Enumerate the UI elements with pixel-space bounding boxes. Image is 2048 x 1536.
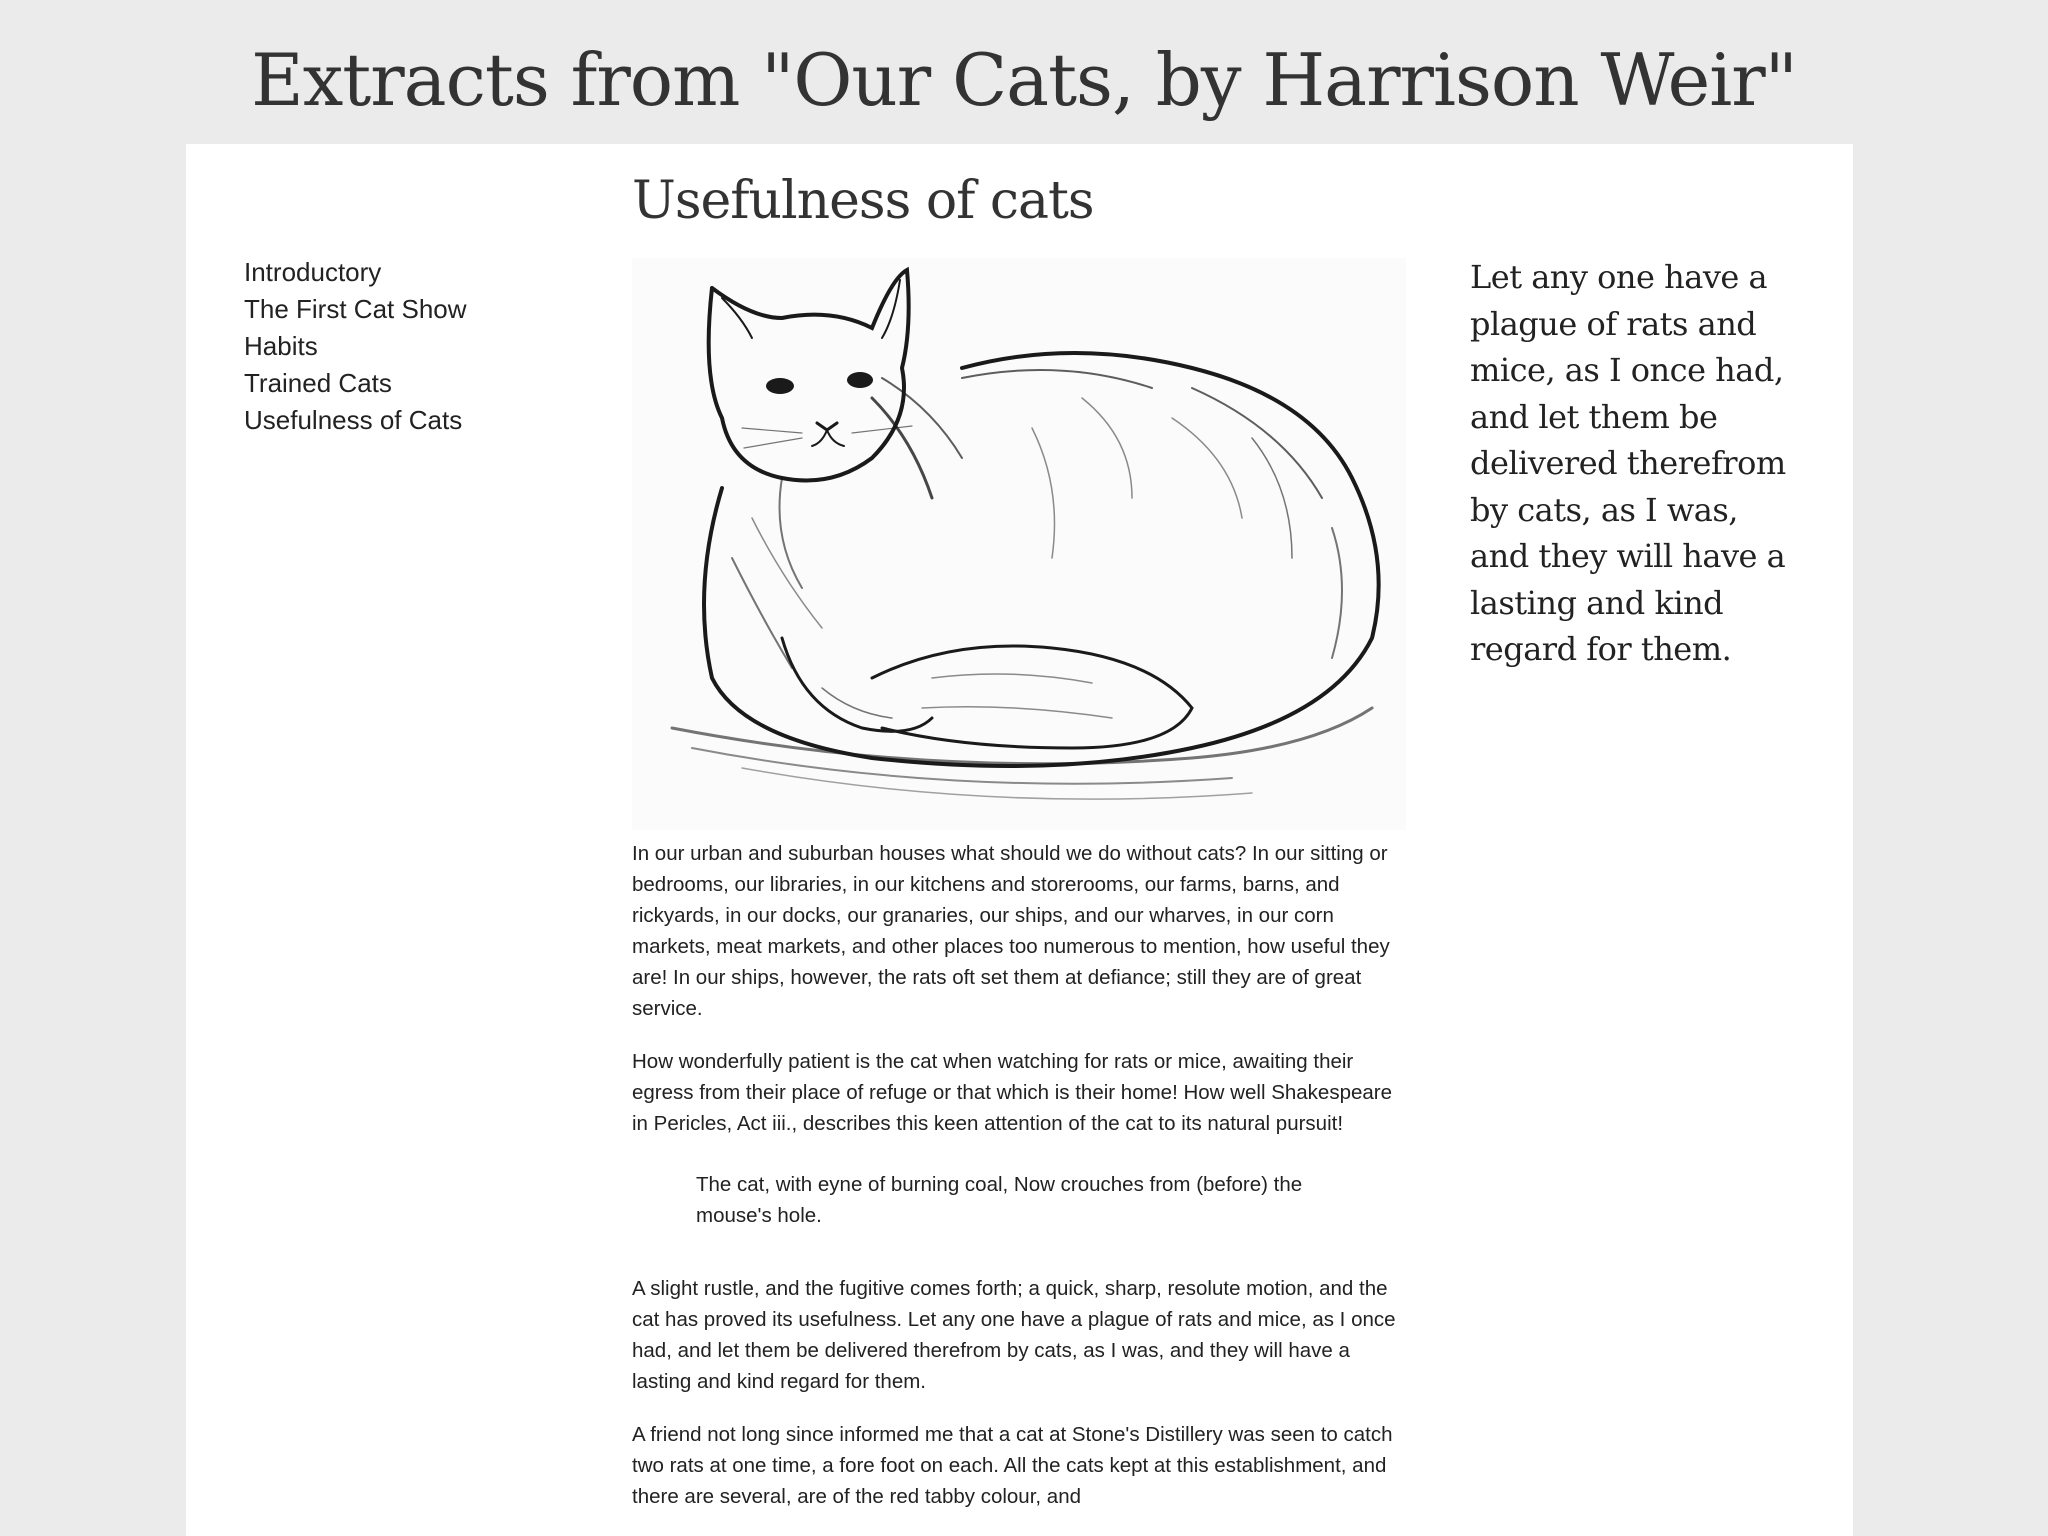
nav-item-usefulness-of-cats[interactable]: Usefulness of Cats (244, 405, 463, 435)
nav-item-trained-cats[interactable]: Trained Cats (244, 368, 392, 398)
cat-illustration (632, 258, 1406, 830)
article-paragraph-3: A slight rustle, and the fugitive comes forth; a quick, sharp, resolute motion, and the cat has proved its usefulness. Let any one have a plague of rats and mice, as I once had, and let them be delivered therefrom by cats, as I was, and they will have a lasting and kind regard for them. (632, 1277, 1396, 1393)
article-paragraph-4: A friend not long since informed me that a cat at Stone's Distillery was seen to catch two rats at one time, a fore foot on each. All the cats kept at this establishment, and there are several, are of the red tabby colour, and (632, 1423, 1393, 1508)
pull-quote: Let any one have a plague of rats and mice, as I once had, and let them be delivered therefrom by cats, as I was, and they will have a lasting and kind regard for them. (1470, 258, 1786, 668)
article-paragraph-1: In our urban and suburban houses what should we do without cats? In our sitting or bedrooms, our libraries, in our kitchens and storerooms, our farms, barns, and rickyards, in our docks, our granaries, our ships, and our wharves, in our corn markets, meat markets, and other places too numerous to mention, how useful they are! In our ships, however, the rats oft set them at defiance; still they are of great service. (632, 842, 1390, 1020)
article (632, 166, 1412, 1534)
nav-item-habits[interactable]: Habits (244, 331, 318, 361)
nav-list (244, 254, 544, 439)
shakespeare-quote: The cat, with eyne of burning coal, Now crouches from (before) the mouse's hole. (696, 1173, 1303, 1227)
site-title: Extracts from "Our Cats, by Harrison Weir" (251, 38, 1797, 122)
nav-item-introductory[interactable]: Introductory (244, 257, 382, 287)
cat-drawing (632, 258, 1406, 830)
nav-item-first-cat-show[interactable]: The First Cat Show (244, 294, 467, 324)
sidebar-nav (244, 254, 544, 439)
article-body (632, 838, 1412, 1512)
content-panel (186, 144, 1853, 1536)
article-paragraph-2: How wonderfully patient is the cat when watching for rats or mice, awaiting their egress from their place of refuge or that which is their home! How well Shakespeare in Pericles, Act iii., describes this keen attention of the cat to its natural pursuit! (632, 1050, 1393, 1135)
article-title: Usefulness of cats (632, 171, 1094, 231)
